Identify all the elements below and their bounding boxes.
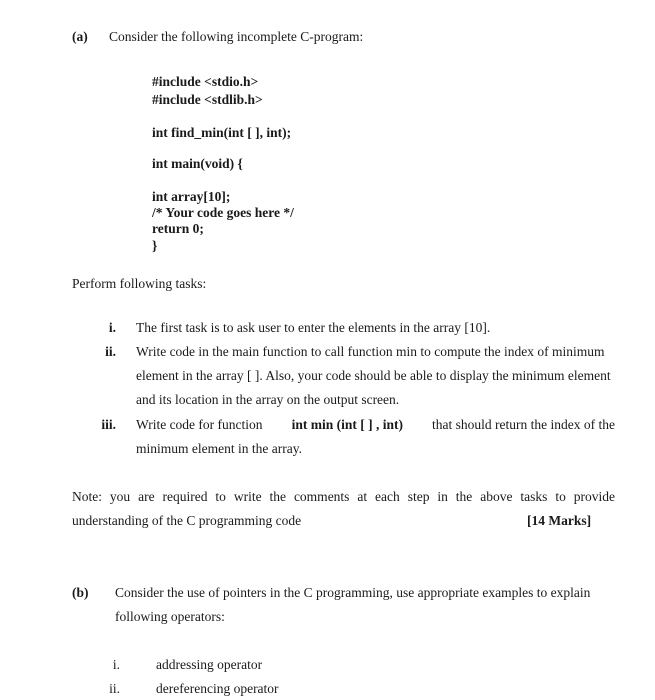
item-number: i. <box>112 657 120 672</box>
part-b-text: following operators: <box>115 609 225 624</box>
code-line: int main(void) { <box>152 156 243 171</box>
note-text: Note: you are required to write the comments at each step in the above tasks to provide <box>72 489 615 504</box>
task-number: ii. <box>105 344 116 359</box>
task-text <box>136 417 615 433</box>
code-line: int array[10]; <box>152 189 231 204</box>
code-line: int find_min(int [ ], int); <box>152 125 292 140</box>
task-text: minimum element in the array. <box>136 441 302 456</box>
code-line: #include <stdio.h> <box>152 74 259 89</box>
part-a-label: (a) <box>72 29 88 44</box>
task-text-pre: Write code for function <box>136 417 266 432</box>
code-line: } <box>152 238 158 253</box>
tasks-heading: Perform following tasks: <box>72 276 207 291</box>
task-number: i. <box>108 320 116 335</box>
code-line: /* Your code goes here */ <box>152 205 294 220</box>
function-signature: int min (int [ ] , int) <box>291 417 403 432</box>
item-number: ii. <box>109 681 120 696</box>
task-text: and its location in the array on the output screen. <box>136 392 400 407</box>
task-number: iii. <box>101 417 116 432</box>
item-text: addressing operator <box>156 657 263 672</box>
part-b-text: Consider the use of pointers in the C programming, use appropriate examples to explain <box>115 585 591 600</box>
task-text: element in the array [ ]. Also, your code should be able to display the minimum element <box>136 368 611 383</box>
note-text: understanding of the C programming code <box>72 513 302 528</box>
task-text: The first task is to ask user to enter the elements in the array [10]. <box>136 320 491 335</box>
task-text: Write code in the main function to call function min to compute the index of minimum <box>136 344 605 359</box>
part-b-label: (b) <box>72 585 89 600</box>
item-text: dereferencing operator <box>156 681 279 696</box>
marks: [14 Marks] <box>527 513 592 528</box>
code-line: #include <stdlib.h> <box>152 92 263 107</box>
task-text-post: that should return the index of the <box>428 417 615 432</box>
part-a-intro: Consider the following incomplete C-program: <box>109 29 364 44</box>
code-line: return 0; <box>152 221 204 236</box>
